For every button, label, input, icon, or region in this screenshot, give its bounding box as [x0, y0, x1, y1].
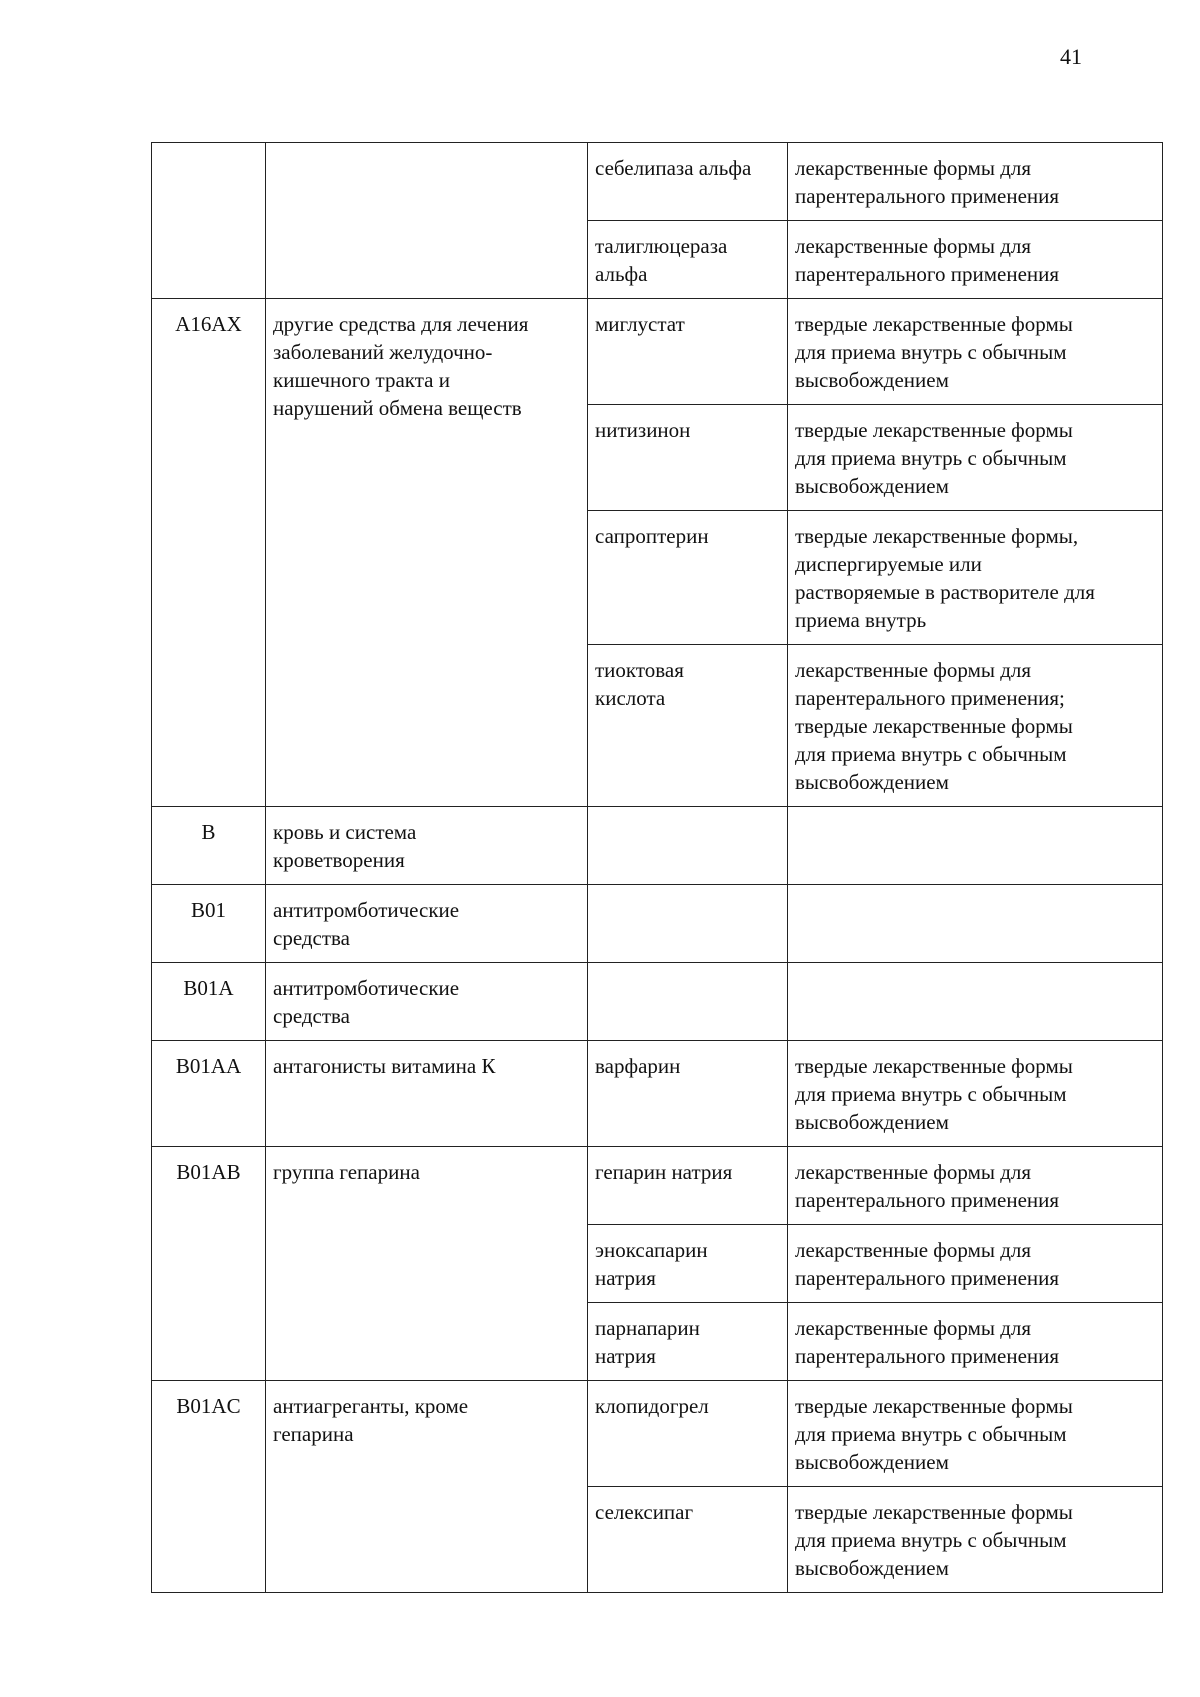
- drug-name-cell: эноксапарин натрия: [588, 1225, 788, 1303]
- dosage-form-cell: лекарственные формы для парентерального применения: [788, 1147, 1163, 1225]
- table-row: [152, 963, 1163, 1041]
- dosage-form-cell: лекарственные формы для парентерального применения: [788, 1225, 1163, 1303]
- table-row: [152, 1147, 1163, 1225]
- group-name-cell: антиагреганты, кроме гепарина: [266, 1381, 588, 1593]
- group-name-cell: группа гепарина: [266, 1147, 588, 1381]
- atc-code-cell: B01AB: [152, 1147, 266, 1381]
- drug-name-cell: себелипаза альфа: [588, 143, 788, 221]
- dosage-form-cell: лекарственные формы для парентерального применения; твердые лекарственные формы для приема внутрь с обычным высвобождением: [788, 645, 1163, 807]
- drug-name-cell: миглустат: [588, 299, 788, 405]
- drug-name-cell: селексипаг: [588, 1487, 788, 1593]
- dosage-form-cell: [788, 807, 1163, 885]
- drug-name-cell: парнапарин натрия: [588, 1303, 788, 1381]
- atc-code-cell: A16AX: [152, 299, 266, 807]
- dosage-form-cell: твердые лекарственные формы для приема внутрь с обычным высвобождением: [788, 405, 1163, 511]
- atc-code-cell: B01A: [152, 963, 266, 1041]
- table-row: [152, 1381, 1163, 1487]
- table-row: [152, 143, 1163, 221]
- dosage-form-cell: лекарственные формы для парентерального применения: [788, 143, 1163, 221]
- drug-name-cell: клопидогрел: [588, 1381, 788, 1487]
- page-number: 41: [1060, 44, 1082, 69]
- dosage-form-cell: твердые лекарственные формы для приема внутрь с обычным высвобождением: [788, 1041, 1163, 1147]
- drug-name-cell: талиглюцераза альфа: [588, 221, 788, 299]
- dosage-form-cell: твердые лекарственные формы для приема внутрь с обычным высвобождением: [788, 1381, 1163, 1487]
- table-row: [152, 807, 1163, 885]
- atc-code-cell: B01AC: [152, 1381, 266, 1593]
- dosage-form-cell: лекарственные формы для парентерального применения: [788, 1303, 1163, 1381]
- drug-table: [151, 142, 1163, 1593]
- drug-name-cell: гепарин натрия: [588, 1147, 788, 1225]
- group-name-cell: [266, 143, 588, 299]
- atc-code-cell: [152, 143, 266, 299]
- group-name-cell: кровь и система кроветворения: [266, 807, 588, 885]
- group-name-cell: антитромботические средства: [266, 963, 588, 1041]
- table-row: [152, 299, 1163, 405]
- dosage-form-cell: твердые лекарственные формы для приема внутрь с обычным высвобождением: [788, 299, 1163, 405]
- dosage-form-cell: [788, 885, 1163, 963]
- drug-name-cell: сапроптерин: [588, 511, 788, 645]
- table-row: [152, 1041, 1163, 1147]
- group-name-cell: антитромботические средства: [266, 885, 588, 963]
- dosage-form-cell: лекарственные формы для парентерального применения: [788, 221, 1163, 299]
- atc-code-cell: B01: [152, 885, 266, 963]
- drug-name-cell: [588, 885, 788, 963]
- table-row: [152, 885, 1163, 963]
- dosage-form-cell: твердые лекарственные формы, диспергируемые или растворяемые в растворителе для приема внутрь: [788, 511, 1163, 645]
- atc-code-cell: B: [152, 807, 266, 885]
- atc-code-cell: B01AA: [152, 1041, 266, 1147]
- drug-name-cell: нитизинон: [588, 405, 788, 511]
- drug-name-cell: [588, 807, 788, 885]
- dosage-form-cell: твердые лекарственные формы для приема внутрь с обычным высвобождением: [788, 1487, 1163, 1593]
- drug-name-cell: тиоктовая кислота: [588, 645, 788, 807]
- group-name-cell: антагонисты витамина К: [266, 1041, 588, 1147]
- dosage-form-cell: [788, 963, 1163, 1041]
- drug-name-cell: варфарин: [588, 1041, 788, 1147]
- group-name-cell: другие средства для лечения заболеваний желудочно- кишечного тракта и нарушений обмена веществ: [266, 299, 588, 807]
- drug-name-cell: [588, 963, 788, 1041]
